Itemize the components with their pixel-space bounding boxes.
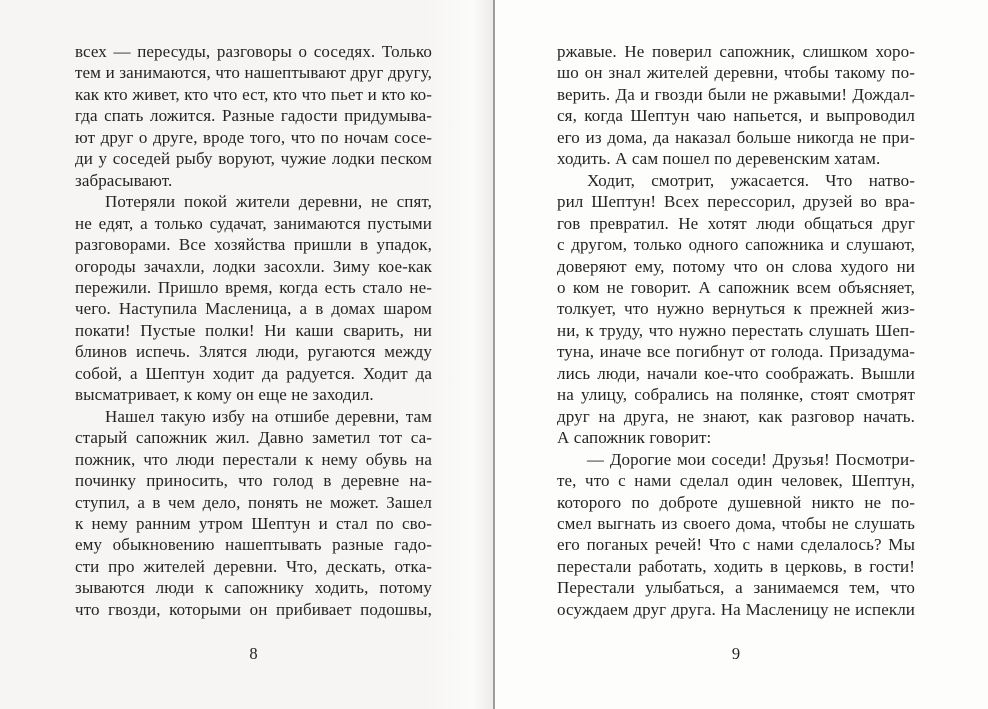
paragraph [557, 449, 915, 621]
text-line: рил Шептун! Всех перессорил, друзей во вра- [557, 192, 915, 212]
text-line: всех — пересуды, разговоры о соседях. Только [75, 42, 432, 61]
text-line: его поганых речей! Что с нами сделалось? Мы [557, 535, 915, 555]
text-line: гда спать ложится. Разные гадости придумыва- [75, 106, 432, 126]
text-line: к нему ранним утром Шептун и стал по сво- [75, 513, 432, 533]
text-line: Перестали улыбаться, а занимаемся тем, что [557, 578, 915, 598]
text-line: его из дома, да наказал больше никогда не при- [557, 127, 915, 147]
text-line: шо он знал жителей деревни, чтобы такому по- [557, 63, 915, 83]
text-line: — Дорогие мои соседи! Друзья! Посмотри- [587, 449, 915, 469]
text-line: высматривает, к кому он еще не заходил. [75, 385, 374, 405]
paragraph [557, 41, 915, 170]
text-line: починку приносить, что голод в деревне на- [75, 471, 432, 491]
text-line: ему обыкновению нашептывать разные гадо- [75, 535, 432, 555]
page-right[interactable] [495, 0, 988, 709]
text-line: пережили. Пришло время, когда есть стало не- [75, 277, 432, 297]
text-line: ди у соседей рыбу воруют, чужие лодки песком [75, 149, 432, 169]
paragraph [557, 170, 915, 449]
text-line: ют друг о друге, вроде того, что по ночам сосе- [75, 127, 432, 147]
text-line: перестали работать, ходить в церковь, в гости! [557, 556, 915, 576]
page-left-text [75, 41, 432, 620]
paragraph [75, 41, 432, 191]
text-line: сти про жителей деревни. Что, дескать, отка- [75, 556, 432, 576]
page-number-right: 9 [731, 644, 741, 663]
text-line: те, что с нами сделал один человек, Шептун, [557, 471, 915, 491]
text-line: забрасывают. [75, 170, 173, 190]
text-line: зываются люди к сапожнику ходить, потому [75, 578, 432, 598]
paragraph [75, 406, 432, 621]
text-line: как кто живет, кто что ест, кто что пьет и кто ко- [75, 84, 432, 104]
text-line: толкует, что нужно вернуться к прежней жиз- [557, 299, 915, 319]
text-line: друг на друга, не знают, как разговор начать. [557, 406, 915, 426]
text-line: собой, а Шептун ходит да радуется. Ходит да [75, 363, 432, 383]
text-line: лись люди, начали кое-что соображать. Вышли [557, 363, 915, 383]
text-line: смел выгнать из своего дома, чтобы не слушать [557, 513, 915, 533]
text-line: блинов испечь. Злятся люди, ругаются между [75, 342, 432, 362]
text-line: доверяют ему, потому что он слова худого ни [557, 256, 915, 276]
page-left[interactable] [0, 0, 493, 709]
page-number-left: 8 [249, 644, 258, 663]
text-line: ходить. А сам пошел по деревенским хатам. [557, 149, 881, 169]
text-line: туна, иначе все погибнут от голода. Призадума- [557, 342, 915, 362]
text-line: о ком не говорит. А сапожник всем объясняет, [557, 277, 915, 297]
text-line: которого по доброте душевной никто не по- [557, 492, 915, 512]
text-line: ся, когда Шептун чаю напьется, и выпроводил [557, 106, 915, 126]
text-line: А сапожник говорит: [557, 428, 712, 448]
paragraph [75, 191, 432, 406]
text-line: старый сапожник жил. Давно заметил тот са- [75, 428, 432, 448]
text-line: с другом, только одного сапожника и слушают, [557, 235, 915, 255]
text-line: чего. Наступила Масленица, а в домах шаром [75, 299, 432, 319]
text-line: на улицу, собрались на полянке, стоят смотрят [557, 385, 915, 405]
text-line: покати! Пустые полки! Ни каши сварить, ни [75, 320, 432, 340]
text-line: верить. Да и гвозди были не ржавыми! Дождал- [557, 84, 915, 104]
text-line: не едят, а только судачат, занимаются пустыми [75, 213, 432, 233]
text-line: огороды зачахли, лодки засохли. Зиму кое-как [75, 256, 432, 276]
text-line: ни, к труду, что нужно перестать слушать Шеп- [557, 320, 915, 340]
page-right-text [557, 41, 915, 620]
text-line: Потеряли покой жители деревни, не спят, [105, 192, 432, 212]
text-line: осуждаем друг друга. На Масленицу не испекли [557, 599, 915, 619]
text-line: ржавые. Не поверил сапожник, слишком хоро- [557, 42, 915, 61]
text-line: гов превратил. Не хотят люди общаться друг [557, 213, 915, 233]
text-line: разговорами. Все хозяйства пришли в упадок, [75, 235, 432, 255]
text-line: ступил, а в чем дело, понять не может. Зашел [75, 492, 432, 512]
text-line: что гвозди, которыми он прибивает подошвы, [75, 599, 432, 619]
text-line: Нашел такую избу на отшибе деревни, там [105, 406, 432, 426]
text-line: пожник, что люди перестали к нему обувь на [75, 449, 432, 469]
text-line: Ходит, смотрит, ужасается. Что натво- [587, 170, 915, 190]
text-line: тем и занимаются, что нашептывают друг другу, [75, 63, 432, 83]
